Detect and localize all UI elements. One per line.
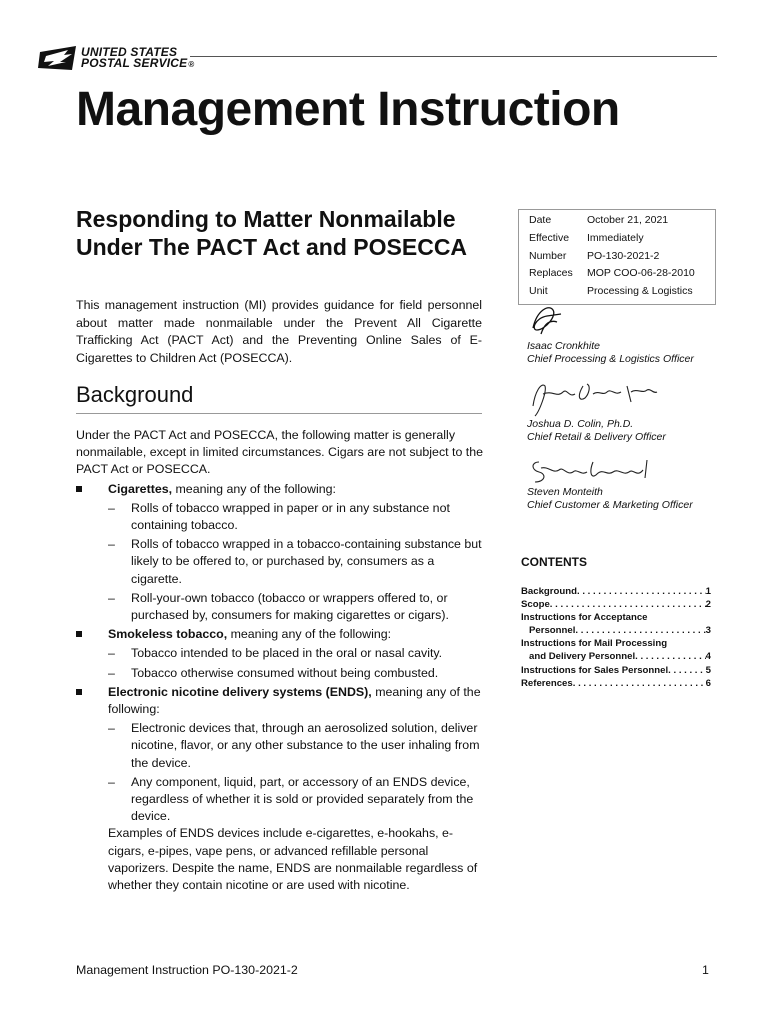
signatory-title: Chief Retail & Delivery Officer	[527, 430, 666, 443]
sub-item: – Tobacco intended to be placed in the oral or nasal cavity.	[108, 646, 443, 661]
bullet-item	[76, 481, 484, 498]
toc-page: 4	[705, 651, 711, 663]
info-value: Processing & Logistics	[587, 285, 693, 298]
ends-examples: Examples of ENDS devices include e-cigarettes, e-hookahs, e-cigars, e-pipes, vape pens, or advanced refillable personal vaporizers. Despite the name, ENDS are nonmailable regardless of whether they contain nicotine or are used with nicotine.	[108, 826, 478, 893]
intro-paragraph: This management instruction (MI) provides guidance for field personnel about matter made nonmailable under the Prevent All Cigarette Trafficking Act (PACT Act) and the Preventing Online Sales of E-Cigarettes to Children Act (POSECCA).	[76, 298, 482, 365]
bullet-text: meaning any of the following:	[172, 481, 336, 496]
sub-item-text: Rolls of tobacco wrapped in a tobacco-containing substance but likely to be offered to, or purchased by, consumers as a cigarette.	[131, 537, 482, 586]
footer-document-id: Management Instruction PO-130-2021-2	[76, 963, 298, 977]
toc-label: Personnel	[529, 625, 576, 637]
info-row-unit	[519, 283, 715, 301]
toc-label: Instructions for Acceptance	[521, 612, 648, 624]
logo-line-2: POSTAL SERVICE	[81, 55, 188, 70]
toc-label: Scope	[521, 599, 550, 611]
sub-item: – Roll-your-own tobacco (tobacco or wrappers offered to, or purchased by, consumers for making cigarettes or cigars).	[108, 590, 449, 623]
bullet-text: meaning any of the following:	[227, 627, 392, 642]
signatory-title: Chief Customer & Marketing Officer	[527, 498, 693, 511]
signature-block-cronkhite	[527, 300, 727, 365]
bullet-term: Smokeless tobacco,	[108, 627, 228, 642]
signature-block-colin	[527, 372, 727, 443]
sub-item: – Tobacco otherwise consumed without being combusted.	[108, 665, 439, 680]
sub-item: – Rolls of tobacco wrapped in a tobacco-containing substance but likely to be offered to, or purchased by, consumers as a cigarette.	[108, 537, 482, 586]
info-row-replaces	[519, 265, 715, 283]
info-key: Replaces	[529, 267, 573, 280]
info-key: Number	[529, 249, 567, 262]
toc-item-background[interactable]	[521, 585, 711, 598]
sub-item: – Electronic devices that, through an aerosolized solution, deliver nicotine, flavor, or any other substance to the user inhaling from the device.	[108, 721, 480, 770]
sub-item-text: Roll-your-own tobacco (tobacco or wrappers offered to, or purchased by, consumers for making cigarettes or cigars).	[131, 590, 449, 623]
toc-item-mail-processing[interactable]	[521, 637, 711, 663]
signatory-name: Steven Monteith	[527, 486, 603, 498]
background-rule	[76, 413, 482, 414]
toc-label: Background	[521, 586, 577, 597]
signature-image	[527, 300, 567, 340]
bullet-square-icon	[76, 486, 82, 492]
info-row-effective	[519, 230, 715, 248]
info-key: Effective	[529, 231, 570, 244]
signatory-name: Isaac Cronkhite	[527, 340, 600, 352]
background-heading: Background	[76, 382, 194, 407]
info-value: MOP COO-06-28-2010	[587, 267, 695, 280]
info-key: Unit	[529, 285, 548, 298]
info-row-number	[519, 248, 715, 266]
bullet-item	[76, 684, 484, 718]
bullet-square-icon	[76, 631, 82, 637]
document-title: Responding to Matter Nonmailable Under The PACT Act and POSECCA	[76, 206, 468, 260]
toc-page: 3	[705, 625, 711, 637]
background-intro: Under the PACT Act and POSECCA, the following matter is generally nonmailable, except in limited circumstances. Cigars are not subject to the PACT Act or POSECCA.	[76, 428, 484, 477]
info-row-date	[519, 212, 715, 230]
background-section	[76, 427, 484, 894]
header-rule	[190, 56, 717, 57]
sub-item-text: Electronic devices that, through an aerosolized solution, deliver nicotine, flavor, or any other substance to the user inhaling from the device.	[131, 721, 480, 770]
toc-page: 2	[705, 599, 711, 611]
sub-item-text: Tobacco intended to be placed in the oral or nasal cavity.	[131, 646, 443, 661]
usps-logo	[38, 44, 195, 72]
bullet-term: Electronic nicotine delivery systems (ENDS),	[108, 684, 372, 699]
contents-heading: CONTENTS	[521, 555, 587, 569]
signature-image	[527, 456, 667, 486]
footer-page-number: 1	[702, 963, 709, 977]
toc-item-references[interactable]	[521, 677, 711, 690]
bullet-text: meaning any of the following:	[108, 684, 481, 717]
bullet-term: Cigarettes,	[108, 481, 173, 496]
signature-image	[527, 372, 667, 418]
page-title: Management Instruction	[76, 83, 620, 136]
table-of-contents	[521, 585, 711, 690]
sub-item-text: Any component, liquid, part, or accessory of an ENDS device, regardless of whether it is sold or provided separately from the device.	[131, 774, 474, 824]
toc-label: and Delivery Personnel	[529, 651, 636, 663]
bullet-square-icon	[76, 689, 82, 695]
sub-item: – Any component, liquid, part, or accessory of an ENDS device, regardless of whether it is sold or provided separately from the device.	[108, 774, 474, 824]
toc-page: 5	[705, 664, 711, 676]
sub-item-text: Tobacco otherwise consumed without being combusted.	[131, 665, 439, 680]
toc-label: Instructions for Mail Processing	[521, 638, 668, 650]
bullet-item	[76, 626, 484, 643]
info-key: Date	[529, 214, 552, 226]
toc-page: 6	[705, 677, 711, 689]
signatory-name: Joshua D. Colin, Ph.D.	[527, 418, 634, 430]
registered-mark: ®	[188, 59, 195, 69]
toc-page: 1	[705, 586, 711, 597]
toc-label: References	[521, 677, 573, 689]
document-info-box	[518, 209, 716, 305]
eagle-icon	[38, 44, 78, 72]
signature-block-monteith	[527, 456, 727, 511]
info-value: October 21, 2021	[587, 214, 669, 226]
logo-line-1: UNITED STATES	[81, 44, 178, 59]
sub-item: – Rolls of tobacco wrapped in paper or in any substance not containing tobacco.	[108, 500, 450, 533]
sub-item-text: Rolls of tobacco wrapped in paper or in any substance not containing tobacco.	[131, 500, 450, 533]
toc-item-acceptance[interactable]	[521, 611, 711, 637]
info-value: Immediately	[587, 231, 644, 244]
signatory-title: Chief Processing & Logistics Officer	[527, 352, 694, 365]
toc-item-scope[interactable]	[521, 598, 711, 611]
toc-item-sales[interactable]	[521, 664, 711, 677]
info-value: PO-130-2021-2	[587, 249, 660, 262]
toc-label: Instructions for Sales Personnel	[521, 664, 669, 676]
